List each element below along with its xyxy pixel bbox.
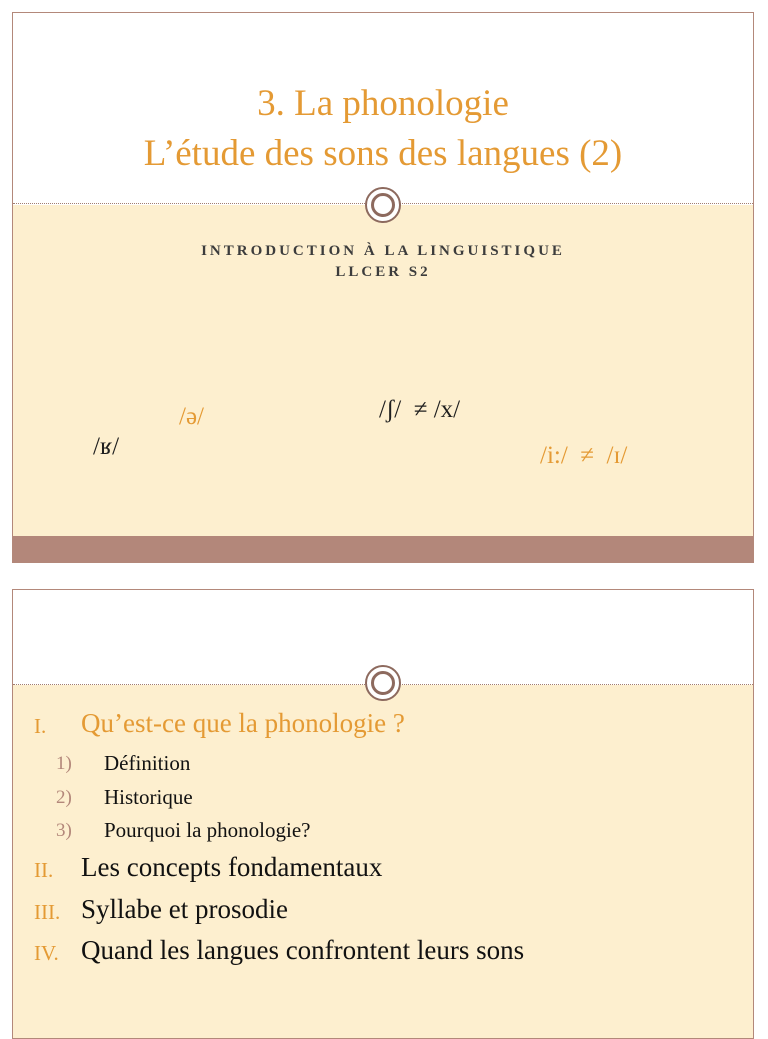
outline-text: Qu’est-ce que la phonologie ?	[81, 708, 405, 738]
outline-number: 2)	[56, 787, 72, 808]
outline-item-2	[13, 852, 754, 884]
title-slide	[12, 12, 754, 563]
divider-ring-icon	[365, 665, 401, 701]
symbol-i-vs-I: /i:/ ≠ /ɪ/	[540, 442, 628, 469]
outline-number: 3)	[56, 820, 72, 841]
subtitle-line-2: LLCER S2	[335, 264, 431, 280]
outline-slide	[12, 589, 754, 1039]
outline-number: IV.	[34, 941, 59, 965]
slide-subtitle	[13, 241, 753, 283]
title-line-2: L’étude des sons des langues (2)	[143, 133, 623, 174]
outline-text: Les concepts fondamentaux	[81, 852, 383, 882]
outline-text: Quand les langues confrontent leurs sons	[81, 935, 525, 965]
outline-number: I.	[34, 714, 47, 738]
divider-ring-icon	[365, 187, 401, 223]
outline-item-4	[13, 935, 754, 967]
symbol-schwa: /ə/	[179, 403, 204, 430]
bottom-band	[13, 536, 753, 563]
subtitle-line-1: INTRODUCTION À LA LINGUISTIQUE	[201, 243, 565, 259]
outline-text: Syllabe et prosodie	[81, 894, 288, 924]
outline-text: Pourquoi la phonologie?	[104, 818, 311, 842]
outline-subitem-2	[13, 785, 754, 811]
outline-item-3	[13, 894, 754, 926]
outline-subitem-3	[13, 818, 754, 844]
symbol-uvular-r: /ʁ/	[93, 433, 120, 460]
outline-number: II.	[34, 858, 54, 882]
symbol-sh-vs-x: /ʃ/ ≠ /x/	[379, 396, 461, 423]
outline-number: 1)	[56, 753, 72, 774]
outline-text: Historique	[104, 785, 193, 809]
slide-title	[13, 79, 753, 179]
outline-subitem-1	[13, 751, 754, 777]
title-line-1: 3. La phonologie	[257, 83, 509, 124]
outline-number: III.	[34, 900, 61, 924]
outline-item-1	[13, 708, 754, 740]
outline-text: Définition	[104, 751, 191, 775]
